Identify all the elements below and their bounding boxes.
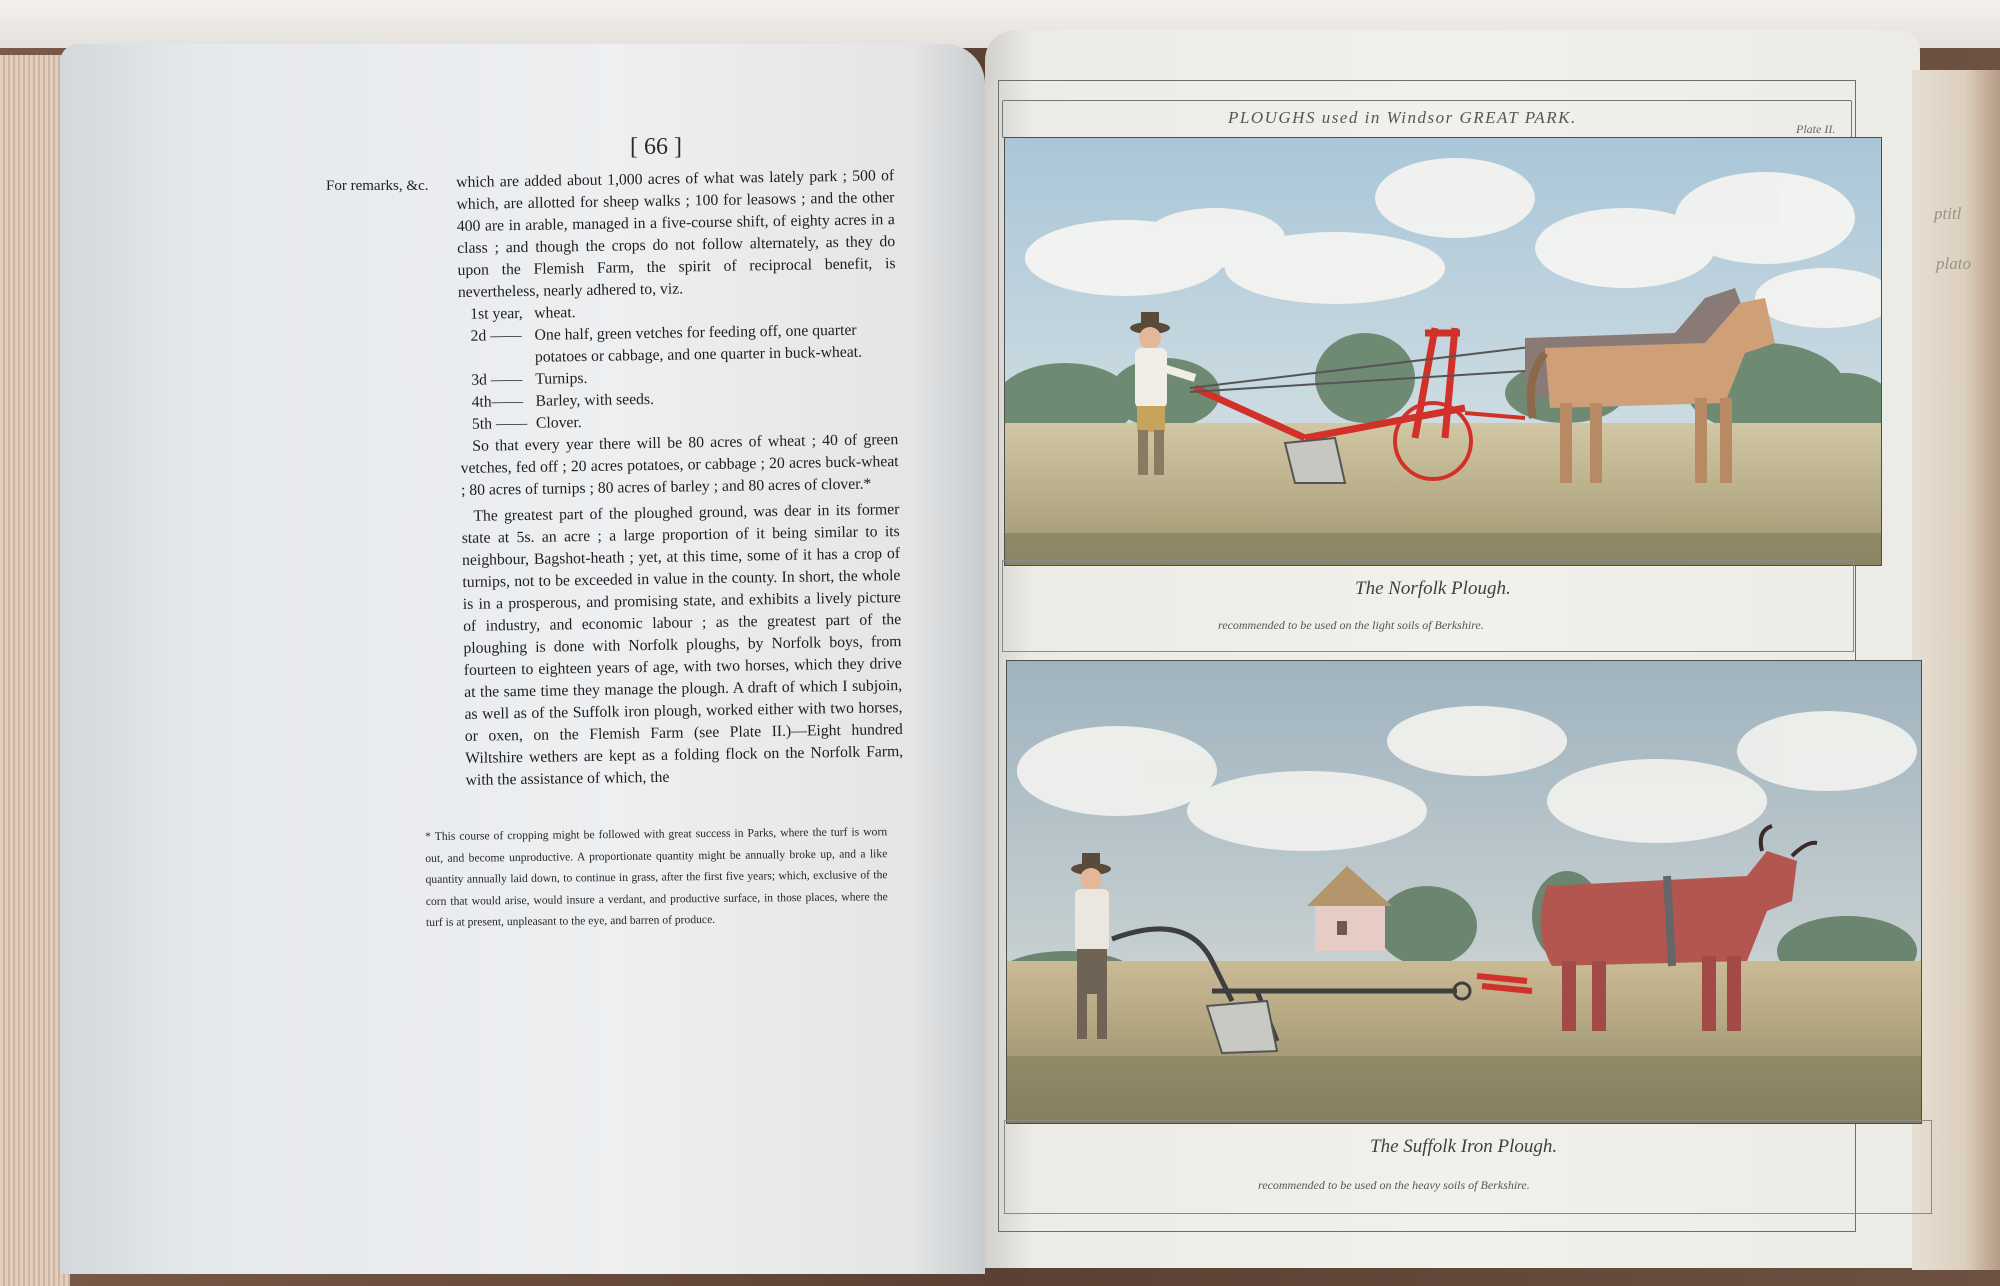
list-item-label: 3d —— <box>471 370 523 389</box>
list-item-label: 4th—— <box>471 392 524 411</box>
list-item-label: 1st year, <box>470 304 523 323</box>
pencil-note: plato <box>1936 254 1971 273</box>
lower-subcaption: recommended to be used on the heavy soils of Berkshire. <box>1258 1178 1530 1192</box>
page-number: [ 66 ] <box>630 134 682 160</box>
upper-subcaption: recommended to be used on the light soils of Berkshire. <box>1218 618 1484 632</box>
upper-caption: The Norfolk Plough. <box>1355 578 1511 599</box>
footnote: * This course of cropping might be followed with great success in Parks, where the turf is worn out, and become unproductive. A proportionate quantity might be annually broke up, and a like quantity annually laid down, to continue in grass, after the first five years; which, exclusive of the corn that would arise, would insure a verdant, and productive surface, in those places, where the turf is at present, unpleasant to the eye, and barren of produce. <box>425 825 888 929</box>
list-item-text: One half, green vetches for feeding off, one quarter potatoes or cabbage, and one quarter in buck-wheat. <box>534 321 863 366</box>
list-item-text: Turnips. <box>535 369 588 388</box>
plate-number: Plate II. <box>1796 122 1836 136</box>
plate-title: PLOUGHS used in Windsor GREAT PARK. <box>1228 108 1577 127</box>
list-item-label: 5th —— <box>471 414 528 433</box>
lower-caption: The Suffolk Iron Plough. <box>1370 1136 1558 1157</box>
list-item <box>470 319 897 370</box>
lower-caption-box <box>1004 1120 1932 1214</box>
body-text <box>456 165 904 792</box>
paragraph: So that every year there will be 80 acres of wheat ; 40 of green vetches, fed off ; 20 acres potatoes, or cabbage ; 20 acres buck-wheat ; 80 acres of turnips ; 80 acres of barley ; and 80 acres of clover.* <box>460 431 899 499</box>
suffolk-plough-illustration <box>1006 660 1922 1124</box>
crop-rotation-list <box>458 297 898 436</box>
marginal-note: For remarks, &c. <box>326 178 429 194</box>
upper-caption-box <box>1002 560 1854 652</box>
paragraph: which are added about 1,000 acres of what was lately park ; 500 of which, are allotted for sheep walks ; 100 for leasows ; and the other 400 are in arable, managed in a five-course shift, of eighty acres in a class ; and though the crops do not follow alternately, as they do upon the Flemish Farm, the spirit of reciprocal benefit, is nevertheless, nearly adhered to, viz. <box>456 167 896 301</box>
page-edges-right <box>1912 70 2000 1270</box>
list-item-text: Barley, with seeds. <box>535 390 655 410</box>
paragraph: The greatest part of the ploughed ground, was dear in its former state at 5s. an acre ; a large proportion of it being similar to its neighbour, Bagshot-heath ; yet, at this time, some of it has a crop of turnips, not to be exceeded in value in the county. In short, the whole is in a prosperous, and promising state, and exhibits a lively picture of industry, and economic labour ; as the greatest part of the ploughing is done with Norfolk ploughs, by Norfolk boys, from fourteen to eighteen years of age, with two horses, which they drive at the same time they manage the plough. A draft of which I subjoin, as well as of the Suffolk iron plough, worked either with two horses, or oxen, on the Flemish Farm (see Plate II.)—Eight hundred Wiltshire wethers are kept as a folding flock on the Norfolk Farm, with the assistance of which, the <box>461 501 904 789</box>
list-item-label: 2d —— <box>470 326 522 345</box>
pencil-note: ptitl <box>1934 204 1962 223</box>
list-item-text: wheat. <box>534 304 576 322</box>
list-item-text: Clover. <box>535 414 582 432</box>
norfolk-plough-illustration <box>1004 137 1882 566</box>
